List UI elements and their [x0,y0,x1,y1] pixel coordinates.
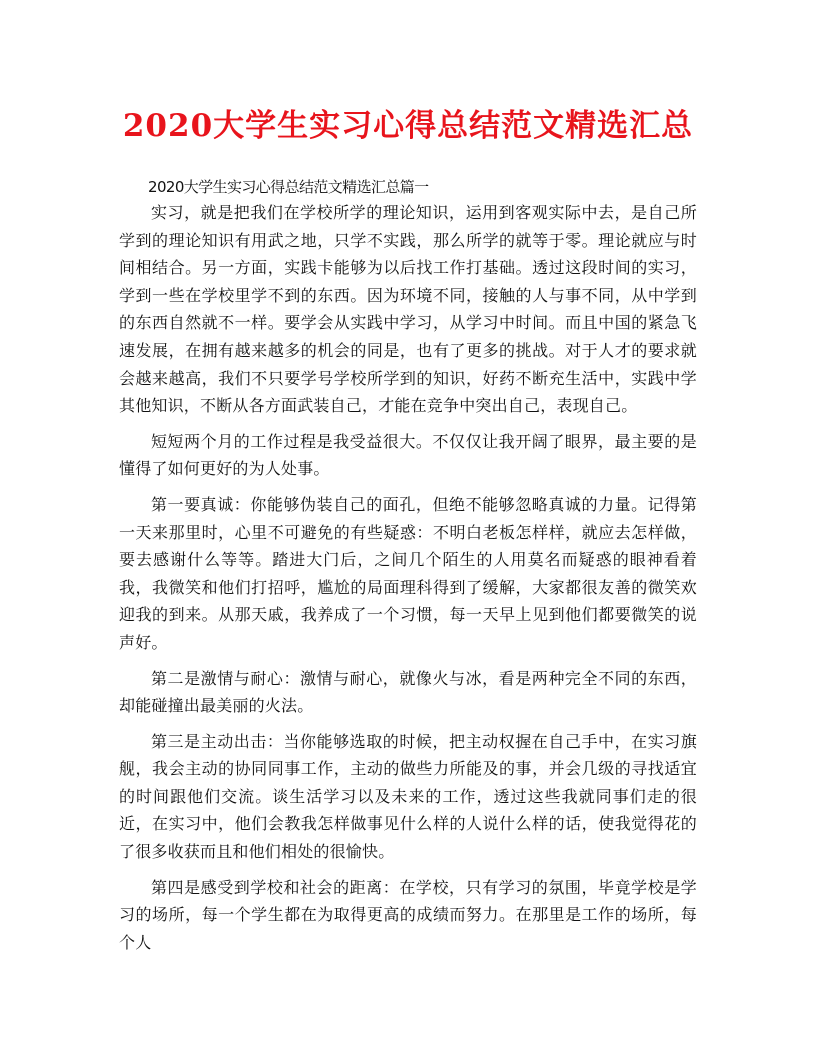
paragraph-2: 短短两个月的工作过程是我受益很大。不仅仅让我开阔了眼界，最主要的是懂得了如何更好的为人处事。 [119,431,697,479]
paragraph-1: 实习，就是把我们在学校所学的理论知识，运用到客观实际中去，是自己所学到的理论知识有用武之地，只学不实践，那么所学的就等于零。理论就应与时间相结合。另一方面，实践卡能够为以后找工作打基础。透过这段时间的实习，学到一些在学校里学不到的东西。因为环境不同，接触的人与事不同，从中学到的东西自然就不一样。要学会从实践中学习，从学习中时间。而且中国的紧急飞速发展，在拥有越来越多的机会的同是，也有了更多的挑战。对于人才的要求就会越来越高，我们不只要学号学校所学到的知识，好药不断充生活中，实践中学其他知识，不断从各方面武装自己，才能在竞争中突出自己，表现自己。 [119,203,697,416]
paragraph-5: 第三是主动出击：当你能够选取的时候，把主动权握在自己手中，在实习旗舰，我会主动的协同同事工作，主动的做些力所能及的事，并会几级的寻找适宜的时间跟他们交流。谈生活学习以及未来的工作，透过这些我就同事们走的很近，在实习中，他们会教我怎样做事见什么样的人说什么样的话，使我觉得花的了很多收获而且和他们相处的很愉快。 [119,731,697,862]
paragraph-6: 第四是感受到学校和社会的距离：在学校，只有学习的氛围，毕竟学校是学习的场所，每一个学生都在为取得更高的成绩而努力。在那里是工作的场所，每个人 [119,877,697,952]
document-body [119,176,697,956]
document-title: 2020大学生实习心得总结范文精选汇总 [122,108,694,144]
paragraph-4: 第二是激情与耐心：激情与耐心，就像火与冰，看是两种完全不同的东西，却能碰撞出最美丽的火法。 [119,668,697,716]
paragraph-3: 第一要真诚：你能够伪装自己的面孔，但绝不能够忽略真诚的力量。记得第一天来那里时，心里不可避免的有些疑惑：不明白老板怎样样，就应去怎样做，要去感谢什么等等。踏进大门后，之间几个陌生的人用莫名而疑惑的眼神看着我，我微笑和他们打招呼，尴尬的局面理科得到了缓解，大家都很友善的微笑欢迎我的到来。从那天戚，我养成了一个习惯，每一天早上见到他们都要微笑的说声好。 [119,494,697,652]
section-heading: 2020大学生实习心得总结范文精选汇总篇一 [148,178,429,196]
